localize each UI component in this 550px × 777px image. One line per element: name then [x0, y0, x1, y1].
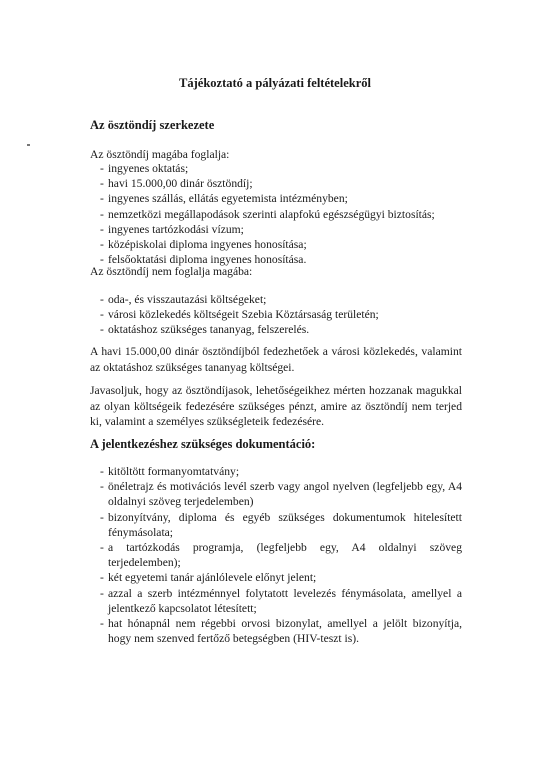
- includes-list: [90, 161, 462, 267]
- paragraph-recommendation: Javasoljuk, hogy az ösztöndíjasok, lehetőségeikhez mérten hozzanak magukkal az olyan költségeik fedezésére szükséges pénzt, amire az ösztöndíj nem terjed ki, valamint a személyes szükségleteik fedezésére.: [90, 384, 462, 428]
- section-heading-documents: A jelentkezéshez szükséges dokumentáció:: [90, 437, 316, 451]
- list-item: - hat hónapnál nem régebbi orvosi bizonylat, amellyel a jelölt bizonyítja, hogy nem szenved fertőző betegségben (HIV-teszt is).: [90, 616, 462, 646]
- list-item: - két egyetemi tanár ajánlólevele előnyt jelent;: [90, 570, 462, 585]
- includes-intro: Az ösztöndíj magába foglalja:: [90, 148, 230, 161]
- scan-speck: [27, 144, 30, 146]
- list-item: - ingyenes tartózkodási vízum;: [90, 222, 462, 237]
- list-item: - nemzetközi megállapodások szerinti alapfokú egészségügyi biztosítás;: [90, 207, 462, 222]
- page-title: Tájékoztató a pályázati feltételekről: [179, 76, 371, 90]
- list-item: - ingyenes oktatás;: [90, 161, 462, 176]
- section-heading-structure: Az ösztöndíj szerkezete: [90, 118, 215, 132]
- excludes-intro: Az ösztöndíj nem foglalja magába:: [90, 265, 253, 278]
- list-item: - városi közlekedés költségeit Szebia Köztársaság területén;: [90, 307, 462, 322]
- list-item: - havi 15.000,00 dinár ösztöndíj;: [90, 176, 462, 191]
- list-item: - felsőoktatási diploma ingyenes honosítása.: [90, 252, 462, 267]
- list-item: - középiskolai diploma ingyenes honosítása;: [90, 237, 462, 252]
- paragraph-stipend-coverage: A havi 15.000,00 dinár ösztöndíjból fedezhetőek a városi közlekedés, valamint az oktatáshoz szükséges tananyag költségei.: [90, 345, 462, 374]
- documents-list: [90, 464, 462, 646]
- list-item: - kitöltött formanyomtatvány;: [90, 464, 462, 479]
- list-item: - ingyenes szállás, ellátás egyetemista intézményben;: [90, 191, 462, 206]
- list-item: - oda-, és visszautazási költségeket;: [90, 292, 462, 307]
- list-item: - a tartózkodás programja, (legfeljebb egy, A4 oldalnyi szöveg terjedelemben);: [90, 540, 462, 570]
- list-item: - azzal a szerb intézménnyel folytatott levelezés fénymásolata, amellyel a jelentkező kapcsolatot létesített;: [90, 586, 462, 616]
- excludes-list: [90, 292, 462, 338]
- list-item: - önéletrajz és motivációs levél szerb vagy angol nyelven (legfeljebb egy, A4 oldalnyi szöveg terjedelemben): [90, 479, 462, 509]
- list-item: - oktatáshoz szükséges tananyag, felszerelés.: [90, 322, 462, 337]
- list-item: - bizonyítvány, diploma és egyéb szükséges dokumentumok hitelesített fénymásolata;: [90, 510, 462, 540]
